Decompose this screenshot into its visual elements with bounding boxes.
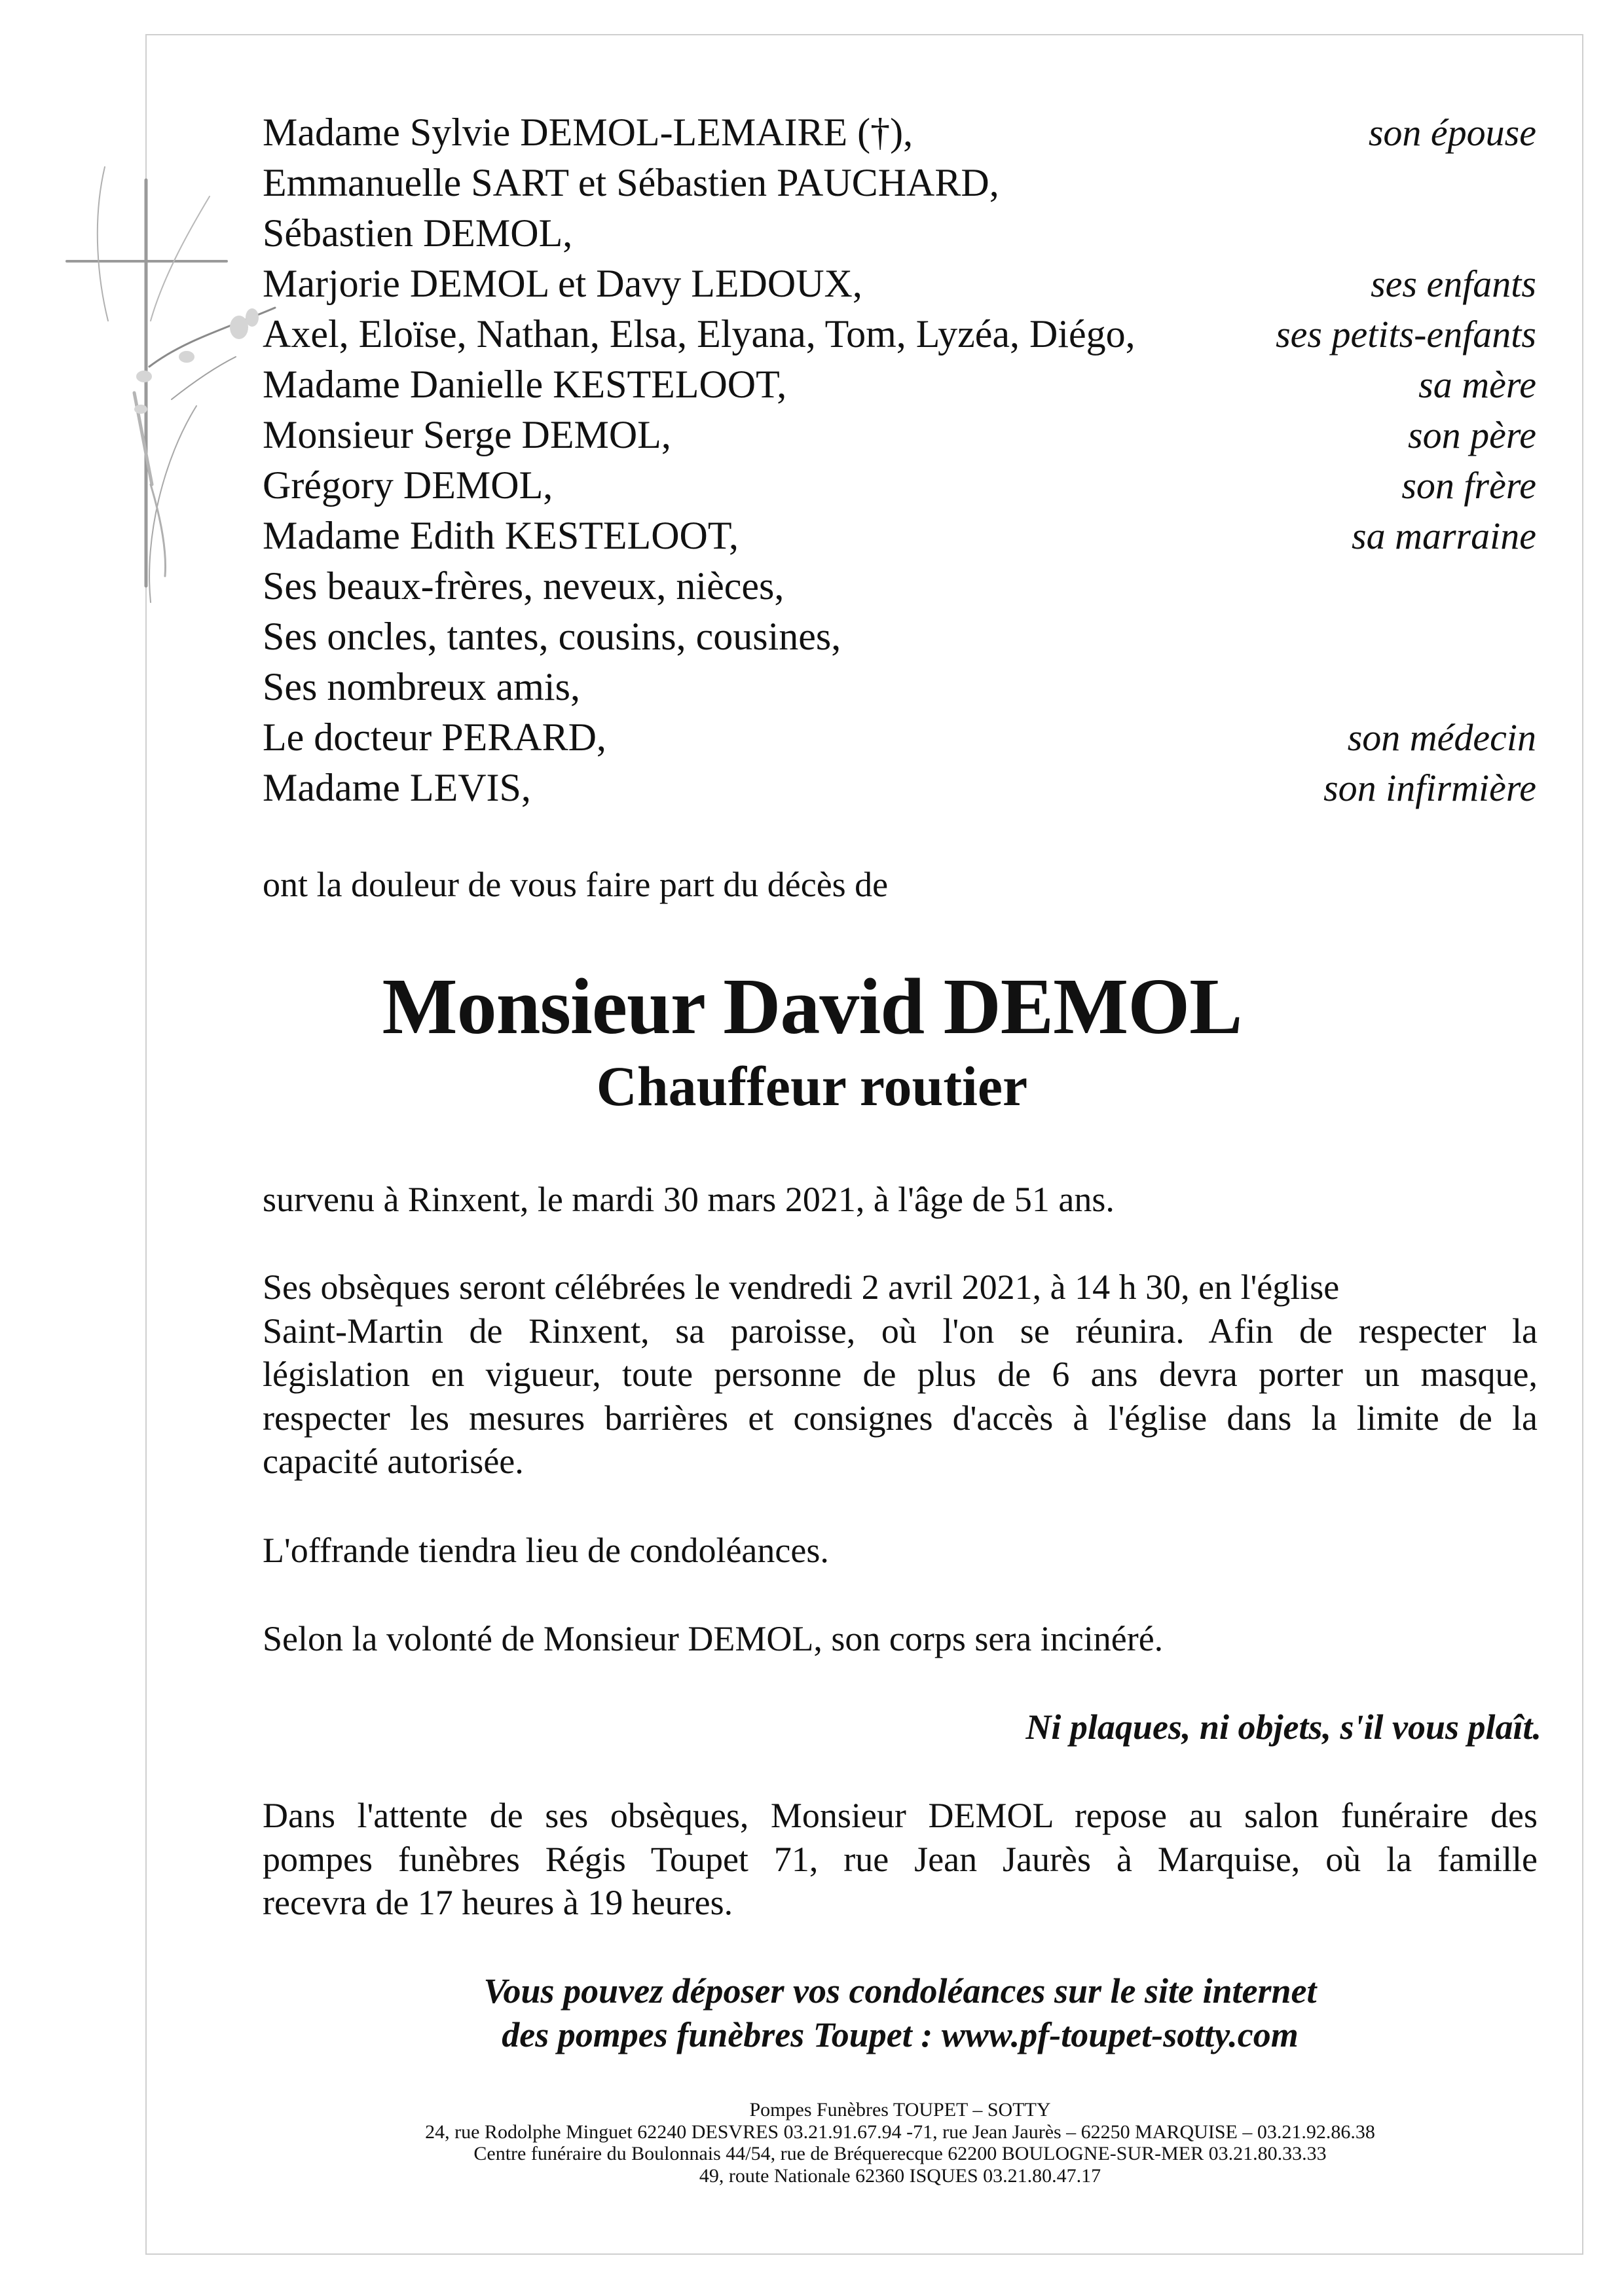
family-role: son épouse (1368, 111, 1536, 154)
family-name: Marjorie DEMOL et Davy LEDOUX, (263, 262, 862, 305)
footer-company: Pompes Funèbres TOUPET – SOTTY (749, 2099, 1051, 2121)
condolences-line: des pompes funèbres Toupet : www.pf-toupet-sotty.com (502, 2014, 1299, 2054)
family-row (263, 107, 1538, 158)
footer-address-line: 24, rue Rodolphe Minguet 62240 DESVRES 03.21.91.67.94 -71, rue Jean Jaurès – 62250 MARQUISE – 03.21.92.86.38 (425, 2121, 1375, 2143)
announcement-text: ont la douleur de vous faire part du décès de (263, 865, 889, 904)
family-role: son infirmière (1323, 767, 1536, 809)
family-row (263, 309, 1538, 359)
funeral-line: Saint-Martin de Rinxent, sa paroisse, où l'on se réunira. Afin de respecter la (263, 1311, 1538, 1351)
family-name: Ses nombreux amis, (263, 665, 580, 708)
death-info: survenu à Rinxent, le mardi 30 mars 2021, à l'âge de 51 ans. (263, 1180, 1115, 1219)
family-role: son père (1408, 414, 1536, 456)
family-name: Madame Edith KESTELOOT, (263, 514, 739, 557)
wake-line: recevra de 17 heures à 19 heures. (263, 1883, 733, 1922)
funeral-line: respecter les mesures barrières et consignes d'accès à l'église dans la limite de la (263, 1398, 1538, 1438)
family-row (263, 662, 1538, 712)
family-name: Madame Sylvie DEMOL-LEMAIRE (†), (263, 111, 913, 154)
family-row (263, 259, 1538, 309)
cremation-text: Selon la volonté de Monsieur DEMOL, son corps sera incinéré. (263, 1619, 1164, 1658)
family-name: Emmanuelle SART et Sébastien PAUCHARD, (263, 161, 999, 204)
family-name: Ses beaux-frères, neveux, nièces, (263, 564, 784, 608)
family-name: Madame Danielle KESTELOOT, (263, 363, 787, 406)
funeral-line: capacité autorisée. (263, 1442, 524, 1481)
family-row (263, 158, 1538, 208)
family-row (263, 611, 1538, 662)
condolences-line: Vous pouvez déposer vos condoléances sur le site internet (483, 1971, 1317, 2011)
wake-line: pompes funèbres Régis Toupet 71, rue Jean Jaurès à Marquise, où la famille (263, 1839, 1538, 1879)
family-row (263, 712, 1538, 763)
family-name: Grégory DEMOL, (263, 464, 553, 507)
family-row (263, 561, 1538, 611)
footer-address-line: Centre funéraire du Boulonnais 44/54, rue de Bréquerecque 62200 BOULOGNE-SUR-MER 03.21.80.33.33 (473, 2143, 1327, 2164)
family-row (263, 410, 1538, 460)
family-role: sa mère (1418, 363, 1536, 406)
wake-line: Dans l'attente de ses obsèques, Monsieur DEMOL repose au salon funéraire des (263, 1796, 1538, 1835)
family-row (263, 359, 1538, 410)
family-row (263, 511, 1538, 561)
family-role: ses petits-enfants (1276, 313, 1536, 355)
no-flowers-note: Ni plaques, ni objets, s'il vous plaît. (1025, 1707, 1541, 1747)
deceased-name: Monsieur David DEMOL (382, 962, 1242, 1051)
footer-address-line: 49, route Nationale 62360 ISQUES 03.21.80.47.17 (699, 2164, 1101, 2187)
offering-text: L'offrande tiendra lieu de condoléances. (263, 1531, 829, 1570)
funeral-line: législation en vigueur, toute personne de plus de 6 ans devra porter un masque, (263, 1355, 1538, 1394)
family-name: Ses oncles, tantes, cousins, cousines, (263, 615, 841, 658)
family-name: Monsieur Serge DEMOL, (263, 413, 671, 456)
family-row (263, 460, 1538, 511)
family-name: Axel, Eloïse, Nathan, Elsa, Elyana, Tom, Lyzéa, Diégo, (263, 312, 1135, 355)
family-role: ses enfants (1371, 263, 1536, 305)
family-role: son frère (1401, 464, 1536, 507)
family-role: son médecin (1347, 716, 1536, 759)
family-row (263, 208, 1538, 259)
funeral-home-footer (263, 2099, 1538, 2187)
family-role: sa marraine (1352, 515, 1536, 557)
deceased-occupation: Chauffeur routier (596, 1055, 1028, 1118)
family-row (263, 763, 1538, 813)
family-name: Sébastien DEMOL, (263, 211, 573, 255)
family-name: Le docteur PERARD, (263, 716, 606, 759)
family-name: Madame LEVIS, (263, 766, 531, 809)
funeral-line: Ses obsèques seront célébrées le vendredi 2 avril 2021, à 14 h 30, en l'église (263, 1267, 1340, 1307)
family-list (263, 107, 1538, 813)
